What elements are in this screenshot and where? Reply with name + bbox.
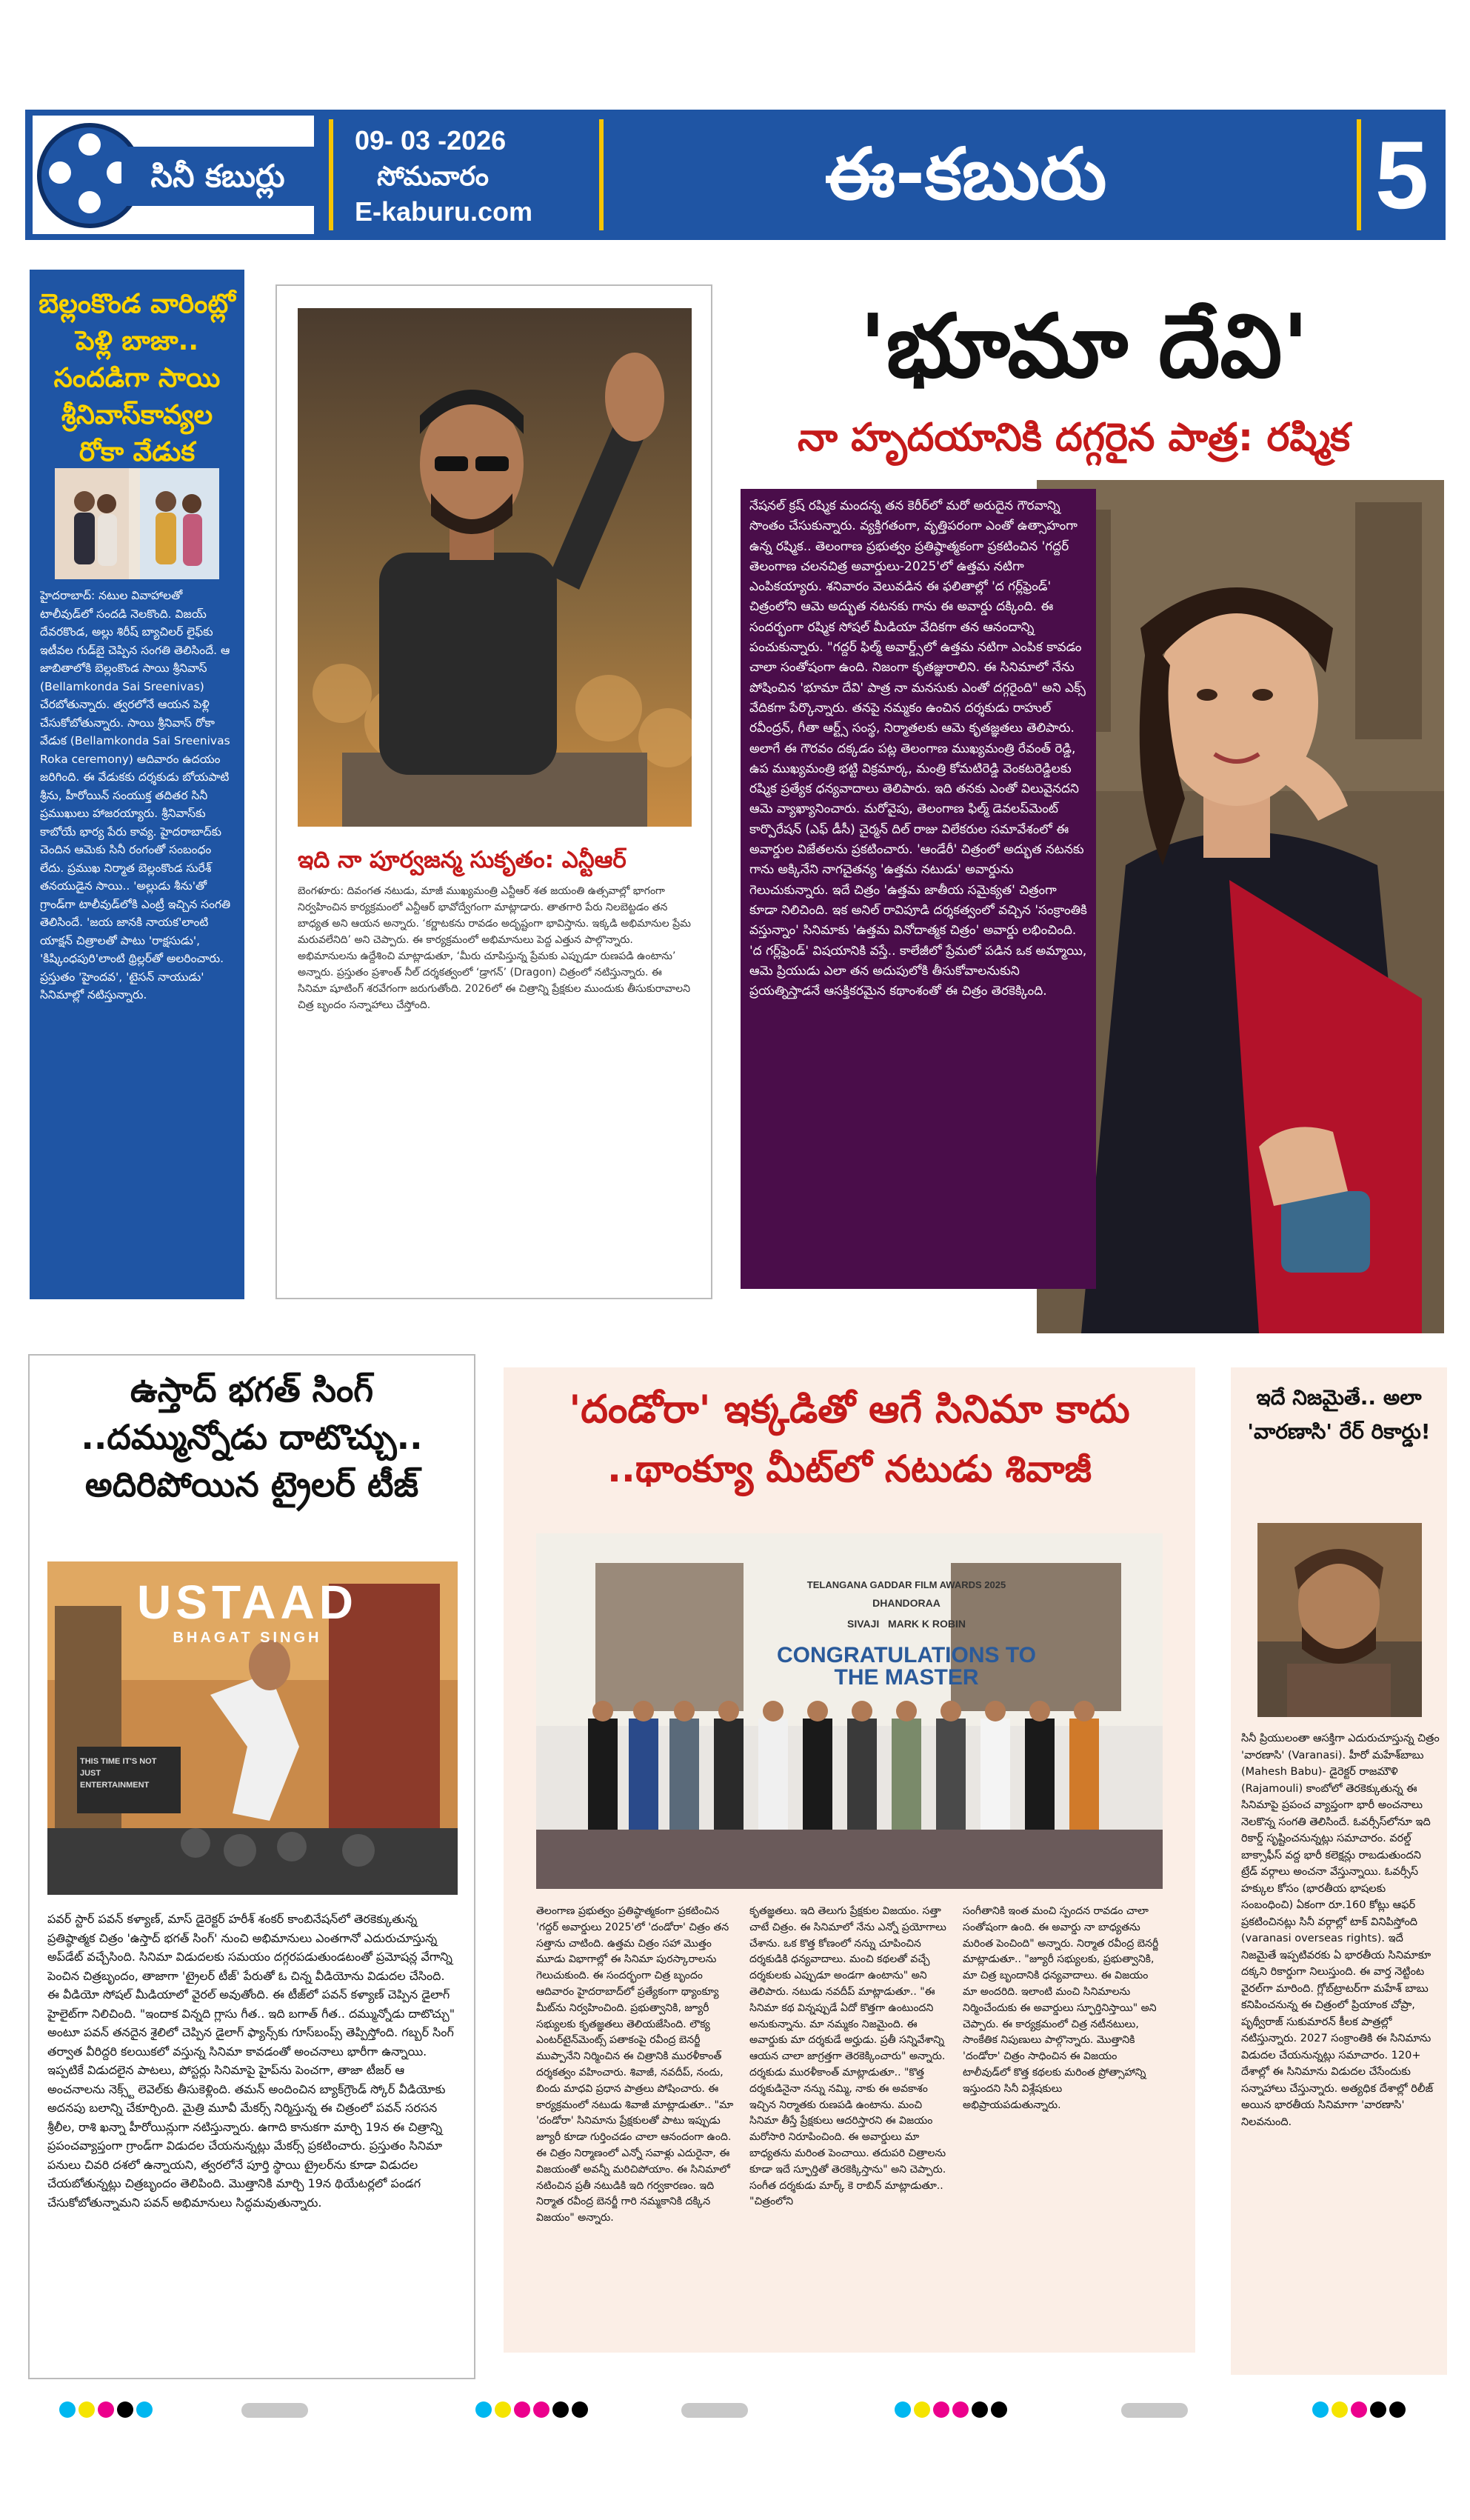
- dandora-col-3: సంగీతానికి ఇంత మంచి స్పందన రావడం చాలా సంతోషంగా ఉంది. ఈ అవార్డు నా బాధ్యతను మరింత పెంచింది" అన్నారు. నిర్మాత రవీంద్ర బెనర్జీ మాట్లాడుతూ.. "జ్యూరీ సభ్యులకు, ప్రభుత్వానికి, మా చిత్ర బృందానికి ధన్యవాదాలు. ఈ విజయం మా అందరిది. ఇలాంటి మంచి సినిమాలను నిర్మించేందుకు ఈ అవార్డులు స్ఫూర్తినిస్తాయి" అని చెప్పారు. ఈ కార్యక్రమంలో చిత్ర నటీనటులు, సాంకేతిక నిపుణులు పాల్గొన్నారు. మొత్తానికి 'దండోరా' చిత్రం సాధించిన ఈ విజయం టాలీవుడ్‌లో కొత్త కథలకు మరింత ప్రోత్సాహాన్ని ఇస్తుందని సినీ విశ్లేషకులు అభిప్రాయపడుతున్నారు.: [963, 1905, 1159, 2111]
- ntr-photo: [298, 308, 692, 827]
- registration-dot: [1370, 2401, 1386, 2418]
- color-registration-marks: [59, 2401, 156, 2419]
- dandora-col-2: కృతజ్ఞతలు. ఇది తెలుగు ప్రేక్షకుల విజయం. సత్తా చాటే చిత్రం. ఈ సినిమాలో నేను ఎన్నో ప్రయోగాలు చేశాను. ఒక కొత్త కోణంలో నన్ను చూపించిన దర్శకుడికి ధన్యవాదాలు. మంచి కథలతో వచ్చే దర్శకులకు ఎప్పుడూ అండగా ఉంటాను" అని తెలిపారు. నటుడు నవదీప్ మాట్లాడుతూ.. "ఈ సినిమా కథ విన్నప్పుడే ఏదో కొత్తగా ఉంటుందని అనుకున్నాను. మా నమ్మకం నిజమైంది. ఈ అవార్డుకు మా దర్శకుడే అర్హుడు. ప్రతీ సన్నివేశాన్ని ఆయన చాలా జాగ్రత్తగా తెరకెక్కించారు" అన్నారు. దర్శకుడు మురళీకాంత్ మాట్లాడుతూ.. "కొత్త దర్శకుడినైనా నన్ను నమ్మి, నాకు ఈ అవకాశం ఇచ్చిన నిర్మాతకు రుణపడి ఉంటాను. మంచి సినిమా తీస్తే ప్రేక్షకులు ఆదరిస్తారని ఈ విజయం మరోసారి నిరూపించింది. ఈ అవార్డులు మా బాధ్యతను మరింత పెంచాయి. తదుపరి చిత్రాలను కూడా ఇదే స్ఫూర్తితో తెరకెక్కిస్తాను" అని చెప్పారు. సంగీత దర్శకుడు మార్క్ కె రాబిన్ మాట్లాడుతూ.. "చిత్రంలోని: [749, 1905, 946, 2208]
- registration-dot: [572, 2401, 588, 2418]
- registration-dot: [991, 2401, 1007, 2418]
- ustaad-poster: [47, 1561, 458, 1895]
- ustaad-story: [28, 1354, 475, 2379]
- page-number: 5: [1374, 121, 1429, 229]
- banner-slogan: CONGRATULATIONS TO THE MASTER: [777, 1644, 1036, 1689]
- dandora-headline-1: 'దండోరా' ఇక్కడితో ఆగే సినిమా కాదు: [569, 1387, 1130, 1432]
- banner-names: SIVAJI MARK K ROBIN: [847, 1618, 966, 1630]
- color-registration-marks: [1312, 2401, 1409, 2419]
- registration-bar: [1121, 2403, 1188, 2418]
- issue-date: 09- 03 -2026: [355, 125, 507, 156]
- color-registration-marks: [895, 2401, 1010, 2419]
- registration-dot: [533, 2401, 549, 2418]
- rashmika-title: 'భూమా దేవి': [859, 295, 1309, 397]
- poster-title: USTAAD: [137, 1576, 358, 1629]
- registration-dot: [98, 2401, 114, 2418]
- rashmika-story-box: [741, 489, 1096, 1289]
- ntr-story-body: బెంగళూరు: దివంగత నటుడు, మాజీ ముఖ్యమంత్రి ఎన్టీఆర్ శత జయంతి ఉత్సవాల్లో భాగంగా నిర్వహించిన కార్యక్రమంలో ఎన్టీఆర్ భావోద్వేగంగా మాట్లాడారు. తాతగారి పేరు నిలబెట్టడం తన బాధ్యత అని ఆయన అన్నారు. ‘కర్ణాటకను రావడం అదృష్టంగా భావిస్తాను. ఇక్కడి అభిమానుల ప్రేమ మరువలేనిది’ అని చెప్పారు. ఈ కార్యక్రమంలో అభిమానులు పెద్ద ఎత్తున పాల్గొన్నారు. అభిమానులను ఉద్దేశించి మాట్లాడుతూ, ‘మీరు చూపిస్తున్న ప్రేమకు ఎప్పుడూ రుణపడి ఉంటాను’ అన్నారు. ప్రస్తుతం ప్రశాంత్ నీల్ దర్శకత్వంలో ‘డ్రాగన్’ (Dragon) చిత్రంలో నటిస్తున్నారు. ఈ సినిమా షూటింగ్ శరవేగంగా జరుగుతోంది. 2026లో ఈ చిత్రాన్ని ప్రేక్షకుల ముందుకు తీసుకురావాలని చిత్ర బృందం సన్నాహాలు చేస్తోంది.: [298, 885, 691, 1011]
- mahesh-babu-photo: [1257, 1523, 1422, 1717]
- registration-dot: [1332, 2401, 1348, 2418]
- varanasi-body: సినీ ప్రియులంతా ఆసక్తిగా ఎదురుచూస్తున్న చిత్రం 'వారణాసి' (Varanasi). హీరో మహేశ్‌బాబు (Mahesh Babu)- డైరెక్టర్ రాజమౌళి (Rajamouli) కాంబోలో తెరకెక్కుతున్న ఈ సినిమాపై ప్రపంచ వ్యాప్తంగా భారీ అంచనాలు నెలకొన్న సంగతి తెలిసిందే. ఓవర్సీస్‌లోనూ ఇది రికార్డ్ సృష్టించనున్నట్లు సమాచారం. వరల్డ్ బాక్సాఫీస్ వద్ద భారీ కలెక్షన్లు రాబడుతుందని ట్రేడ్ వర్గాలు అంచనా వేస్తున్నాయి. ఓవర్సీస్ హక్కుల కోసం (భారతీయ భాషలకు సంబంధించి) ఏకంగా రూ.160 కోట్లు ఆఫర్ ప్రకటించినట్లు సినీ వర్గాల్లో టాక్ వినిపిస్తోంది (varanasi overseas rights). ఇదే నిజమైతే ఇప్పటివరకు ఏ భారతీయ సినిమాకూ దక్కని రికార్డుగా నిలుస్తుంది. ఈ వార్త నెట్టింట వైరల్‌గా మారింది. గ్లోబ్‌ట్రాటర్‌గా మహేశ్ బాబు కనిపించనున్న ఈ చిత్రంలో ప్రియాంక చోప్రా, పృథ్వీరాజ్ సుకుమారన్ కీలక పాత్రల్లో నటిస్తున్నారు. 2027 సంక్రాంతికి ఈ సినిమాను విడుదల చేయనున్నట్లు సమాచారం. 120+ దేశాల్లో ఈ సినిమాను విడుదల చేసేందుకు సన్నాహాలు చేస్తున్నారు. అత్యధిక దేశాల్లో రిలీజ్ అయిన భారతీయ సినిమాగా 'వారణాసి' నిలవనుంది.: [1241, 1733, 1440, 2128]
- logo: [33, 116, 314, 234]
- registration-dot: [914, 2401, 930, 2418]
- ustaad-body: పవర్ స్టార్ పవన్ కళ్యాణ్, మాస్ డైరెక్టర్ హరీశ్ శంకర్ కాంబినేషన్‌లో తెరకెక్కుతున్న ప్రతిష్ఠాత్మక చిత్రం 'ఉస్తాద్ భగత్ సింగ్' నుంచి అభిమానులు ఎంతగానో ఎదురుచూస్తున్న అప్‌డేట్ వచ్చేసింది. సినిమా విడుదలకు సమయం దగ్గరపడుతుండటంతో ప్రమోషన్ల వేగాన్ని పెంచిన చిత్రబృందం, తాజాగా 'ట్రైలర్ టీజ్' పేరుతో ఓ చిన్న వీడియోను విడుదల చేసింది. ఈ వీడియో సోషల్ మీడియాలో వైరల్ అవుతోంది. ఈ టీజ్‌లో పవన్ కళ్యాణ్ చెప్పిన డైలాగ్ హైలైట్‌గా నిలిచింది. "ఇందాక విన్నది గ్లాసు గీత.. ఇది బగాత్ గీత.. దమ్మున్నోడు దాటొచ్చు" అంటూ పవన్ తనదైన శైలిలో చెప్పిన డైలాగ్ ఫ్యాన్స్‌కు గూస్‌బంప్స్ తెప్పిస్తోంది. గబ్బర్ సింగ్ తర్వాత వీరిద్దరి కలయికలో వస్తున్న సినిమా కావడంతో అంచనాలు భారీగా ఉన్నాయి. ఇప్పటికే విడుదలైన పాటలు, పోస్టర్లు సినిమాపై హైప్‌ను పెంచగా, తాజా టీజర్ ఆ అంచనాలను నెక్స్ట్ లెవెల్‌కు తీసుకెళ్లింది. తమన్ అందించిన బ్యాక్‌గ్రౌండ్ స్కోర్ వీడియోకు అదనపు బలాన్ని చేకూర్చింది. మైత్రి మూవీ మేకర్స్ నిర్మిస్తున్న ఈ చిత్రంలో పవన్ సరసన శ్రీలీల, రాశి ఖన్నా హీరోయిన్లుగా నటిస్తున్నారు. ఉగాది కానుకగా మార్చి 19న ఈ చిత్రాన్ని ప్రపంచవ్యాప్తంగా గ్రాండ్‌గా విడుదల చేయనున్నట్లు మేకర్స్ ప్రకటించారు. ప్రస్తుతం సినిమా పనులు చివరి దశలో ఉన్నాయని, త్వరలోనే పూర్తి స్థాయి ట్రైలర్‌ను కూడా విడుదల చేయబోతున్నట్లు చిత్రబృందం తెలిపింది. మొత్తానికి మార్చి 19న థియేటర్లలో పండగ చేసుకోబోతున్నామని పవన్ అభిమానులు సిద్ధమవుతున్నారు.: [47, 1912, 455, 2210]
- issue-weekday: సోమవారం: [377, 161, 489, 191]
- masthead: [25, 110, 1446, 240]
- registration-dot: [933, 2401, 949, 2418]
- varanasi-headline: ఇదే నిజమైతే.. అలా 'వారణాసి' రేర్ రికార్డు!: [1247, 1385, 1431, 1444]
- divider: [329, 119, 333, 230]
- registration-dot: [1389, 2401, 1406, 2418]
- registration-dot: [495, 2401, 511, 2418]
- logo-text: సినీ కబుర్లు: [121, 147, 314, 206]
- poster-board-text: THIS TIME IT'S NOT JUST ENTERTAINMENT: [80, 1757, 157, 1790]
- registration-dot: [78, 2401, 95, 2418]
- varanasi-story: [1231, 1367, 1447, 2375]
- dandora-col-1: తెలంగాణ ప్రభుత్వం ప్రతిష్ఠాత్మకంగా ప్రకటించిన 'గద్దర్ అవార్డులు 2025'లో 'దండోరా' చిత్రం తన సత్తాను చాటింది. ఉత్తమ చిత్రం సహా మొత్తం మూడు విభాగాల్లో ఈ సినిమా పురస్కారాలను గెలుచుకుంది. ఈ సందర్భంగా చిత్ర బృందం ఆదివారం హైదరాబాద్‌లో ప్రత్యేకంగా థ్యాంక్యూ మీట్‌ను నిర్వహించింది. ప్రభుత్వానికి, జ్యూరీ సభ్యులకు కృతజ్ఞతలు తెలియజేసింది. లౌక్య ఎంటర్‌టైన్‌మెంట్స్ పతాకంపై రవీంద్ర బెనర్జీ ముప్పానేని నిర్మించిన ఈ చిత్రానికి మురళీకాంత్ దర్శకత్వం వహించారు. శివాజీ, నవదీప్, నందు, బిందు మాధవి ప్రధాన పాత్రలు పోషించారు. ఈ కార్యక్రమంలో నటుడు శివాజీ మాట్లాడుతూ.. "మా 'దండోరా' సినిమాను ప్రేక్షకులతో పాటు ఇప్పుడు జ్యూరీ కూడా గుర్తించడం చాలా ఆనందంగా ఉంది. ఈ చిత్రం నిర్మాణంలో ఎన్నో సవాళ్లు ఎదురైనా, ఈ విజయంతో అవన్నీ మరిచిపోయాం. ఈ సినిమాలో నటించిన ప్రతీ నటుడికి ఇది గర్వకారణం. ఇది నిర్మాత రవీంద్ర బెనర్జీ గారి నమ్మకానికి దక్కిన విజయం" అన్నారు.: [536, 1905, 734, 2224]
- registration-dot: [136, 2401, 153, 2418]
- registration-dot: [59, 2401, 76, 2418]
- registration-bar: [681, 2403, 748, 2418]
- left-story-headline: బెల్లంకొండ వారింట్లో పెళ్లి బాజా.. సందడిగా సాయి శ్రీనివాస్‌కావ్యల రోకా వేడుక: [39, 289, 235, 467]
- color-registration-marks: [475, 2401, 591, 2419]
- registration-dot: [552, 2401, 569, 2418]
- registration-dot: [117, 2401, 133, 2418]
- rashmika-photo: [1037, 480, 1444, 1333]
- ntr-story: [275, 284, 712, 1299]
- left-story-body: హైదరాబాద్: నటుల వివాహాలతో టాలీవుడ్‌లో సందడి నెలకొంది. విజయ్ దేవరకొండ, అల్లు శిరీష్ బ్యాచిలర్ లైఫ్‌కు ఇటీవల గుడ్‌బై చెప్పిన సంగతి తెలిసిందే. ఆ జాబితాలోకి బెల్లంకొండ సాయి శ్రీనివాస్ (Bellamkonda Sai Sreenivas) చేరబోతున్నారు. త్వరలోనే ఆయన పెళ్లి చేసుకోబోతున్నారు. సాయి శ్రీనివాస్ రోకా వేడుక (Bellamkonda Sai Sreenivas Roka ceremony) ఆదివారం ఉదయం జరిగింది. ఈ వేడుకకు దర్శకుడు బోయపాటి శ్రీను, హీరోయిన్ సంయుక్త తదితర సినీ ప్రముఖులు హాజరయ్యారు. శ్రీనివాస్‌కు కాబోయే భార్య పేరు కావ్య. హైదరాబాద్‌కు చెందిన ఆమెకు సినీ రంగంతో సంబంధం లేదు. ప్రముఖ నిర్మాత బెల్లంకొండ సురేశ్ తనయుడైన సాయి.. 'అల్లుడు శీను'తో గ్రాండ్‌గా టాలీవుడ్‌లోకి ఎంట్రీ ఇచ్చిన సంగతి తెలిసిందే. 'జయ జానకి నాయక'లాంటి యాక్షన్ చిత్రాలతో పాటు 'రాక్షసుడు', 'కిష్కింధపురి'లాంటి థ్రిల్లర్‌తో అలరించారు. ప్రస్తుతం 'హైందవ', 'టైసన్ నాయుడు' సినిమాల్లో నటిస్తున్నారు.: [40, 589, 231, 1001]
- dandora-event-photo: [536, 1533, 1163, 1889]
- registration-dot: [475, 2401, 492, 2418]
- registration-dot: [972, 2401, 988, 2418]
- poster-subtitle: BHAGAT SINGH: [173, 1630, 322, 1646]
- registration-dot: [952, 2401, 969, 2418]
- brand-title: ఈ-కబురు: [824, 133, 1107, 216]
- left-story: [30, 270, 244, 1299]
- dandora-story: [504, 1367, 1195, 2353]
- registration-dot: [1312, 2401, 1329, 2418]
- dandora-headline-2: ..థాంక్యూ మీట్‌లో నటుడు శివాజీ: [607, 1447, 1092, 1490]
- registration-dot: [1351, 2401, 1367, 2418]
- website-link[interactable]: E-kaburu.com: [355, 196, 533, 227]
- ustaad-headline: ఉస్తాద్ భగత్ సింగ్ ..దమ్మున్నోడు దాటొచ్చు.. అదిరిపోయిన ట్రైలర్ టీజ్: [81, 1370, 423, 1504]
- banner-film-title: DHANDORAA: [872, 1597, 941, 1609]
- registration-dot: [895, 2401, 911, 2418]
- divider: [599, 119, 604, 230]
- banner-awards-text: TELANGANA GADDAR FILM AWARDS 2025: [806, 1579, 1006, 1590]
- date-block: [355, 123, 584, 234]
- wedding-photo: [55, 468, 219, 579]
- ntr-story-headline: ఇది నా పూర్వజన్మ సుకృతం: ఎన్టీఆర్: [298, 847, 627, 873]
- registration-bar: [241, 2403, 308, 2418]
- rashmika-subtitle: నా హృదయానికి దగ్గరైన పాత్ర: రష్మిక: [797, 416, 1351, 460]
- registration-dot: [514, 2401, 530, 2418]
- rashmika-story-body: నేషనల్ క్రష్ రష్మిక మందన్న తన కెరీర్‌లో మరో అరుదైన గౌరవాన్ని సొంతం చేసుకున్నారు. వ్యక్తిగతంగా, వృత్తిపరంగా ఎంతో ఉత్సాహంగా ఉన్న రష్మిక.. తెలంగాణ ప్రభుత్వం ప్రతిష్ఠాత్మకంగా ప్రకటించిన 'గద్దర్ తెలంగాణ చలనచిత్ర అవార్డులు-2025'లో ఉత్తమ నటిగా ఎంపికయ్యారు. శనివారం వెలువడిన ఈ ఫలితాల్లో 'ద గర్ల్‌ఫ్రెండ్' చిత్రంలోని ఆమె అద్భుత నటనకు గాను ఈ అవార్డు దక్కింది. ఈ సందర్భంగా రష్మిక సోషల్ మీడియా వేదికగా తన ఆనందాన్ని పంచుకున్నారు. "గద్దర్ ఫిల్మ్ అవార్డ్స్‌లో ఉత్తమ నటిగా ఎంపిక కావడం చాలా సంతోషంగా ఉంది. నిజంగా కృతజ్ఞురాలిని. ఈ సినిమాలో నేను పోషించిన 'భూమా దేవి' పాత్ర నా మనసుకు ఎంతో దగ్గరైంది" అని ఎక్స్ వేదికగా పేర్కొన్నారు. తనపై నమ్మకం ఉంచిన దర్శకుడు రాహుల్ రవీంద్రన్, గీతా ఆర్ట్స్ సంస్థ, నిర్మాతలకు ఆమె కృతజ్ఞతలు తెలిపారు. అలాగే ఈ గౌరవం దక్కడం పట్ల తెలంగాణ ముఖ్యమంత్రి రేవంత్ రెడ్డి, ఉప ముఖ్యమంత్రి భట్టి విక్రమార్క, మంత్రి కోమటిరెడ్డి వెంకటరెడ్డిలకు రష్మిక ప్రత్యేక ధన్యవాదాలు తెలిపారు. ఇది తనకు ఎంతో విలువైనదని ఆమె వ్యాఖ్యానించారు. మరోవైపు, తెలంగాణ ఫిల్మ్ డెవలప్‌మెంట్ కార్పొరేషన్ (ఎఫ్ డీసీ) చైర్మన్ దిల్ రాజు విలేకరుల సమావేశంలో ఈ అవార్డుల విజేతలను ప్రకటించారు. 'ఆండేరీ' చిత్రంలో అద్భుత నటనకు గాను అక్కినేని నాగచైతన్య 'ఉత్తమ నటుడు' అవార్డును గెలుచుకున్నారు. ఇదే చిత్రం 'ఉత్తమ జాతీయ సమైక్యత' చిత్రంగా కూడా నిలిచింది. ఇక అనిల్ రావిపూడి దర్శకత్వంలో వచ్చిన 'సంక్రాంతికి వస్తున్నాం' సినిమాకు 'ఉత్తమ వినోదాత్మక చిత్రం' అవార్డు లభించింది. 'ద గర్ల్‌ఫ్రెండ్' విషయానికి వస్తే.. కాలేజీలో ప్రేమలో పడిన ఒక అమ్మాయి, ఆమె ప్రియుడు ఎలా తన అదుపులోకి తీసుకోవాలనుకుని ప్రయత్నిస్తాడనే ఆసక్తికరమైన కథాంశంతో ఈ చిత్రం తెరకెక్కింది.: [749, 499, 1087, 999]
